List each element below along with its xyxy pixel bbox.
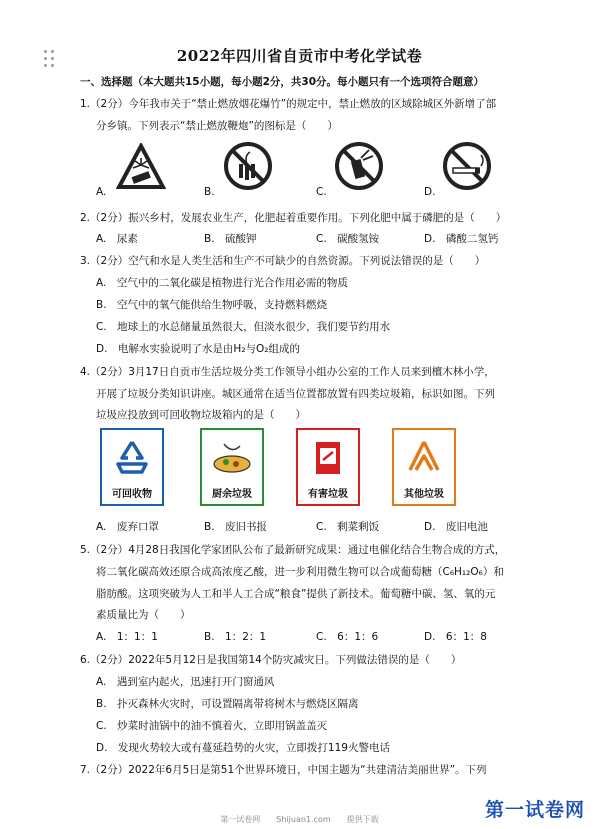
- q5-option-d[interactable]: D. 6：1：8: [424, 631, 487, 643]
- q4-option-c[interactable]: C. 剩菜剩饭: [316, 521, 380, 533]
- q3-option-a[interactable]: A. 空气中的二氧化碳是植物进行光合作用必需的物质: [96, 277, 348, 289]
- q5-option-b[interactable]: B. 1：2：1: [204, 631, 267, 643]
- q2-option-b[interactable]: B. 硫酸钾: [204, 233, 257, 245]
- q2-option-c[interactable]: C. 碳酸氢铵: [316, 233, 380, 245]
- other-waste-bin-sign: [392, 428, 456, 506]
- q4-option-b[interactable]: B. 废旧书报: [204, 521, 268, 533]
- q6-stem: 6.（2分）2022年5月12日是我国第14个防灾减灾日。下列做法错误的是（ ）: [80, 654, 462, 666]
- bin-label-other: 其他垃圾: [404, 489, 444, 500]
- q5-line4: 素质量比为（ ）: [96, 609, 191, 621]
- q1-line2: 分乡镇。下列表示“禁止燃放鞭炮”的图标是（ ）: [96, 120, 338, 132]
- recycle-icon: [102, 434, 162, 484]
- kitchen-waste-bin-sign: [200, 428, 264, 506]
- q6-option-c[interactable]: C. 炒菜时油锅中的油不慎着火，立即用锅盖盖灭: [96, 720, 328, 732]
- q1-option-a[interactable]: A.: [96, 186, 107, 198]
- q3-stem: 3.（2分）空气和水是人类生活和生产不可缺少的自然资源。下列说法错误的是（ ）: [80, 255, 486, 267]
- q1-option-d[interactable]: D.: [424, 186, 436, 198]
- hazardous-waste-bin-sign: [296, 428, 360, 506]
- q2-option-d[interactable]: D. 磷酸二氢钙: [424, 233, 499, 245]
- q3-option-b[interactable]: B. 空气中的氧气能供给生物呼吸，支持燃料燃烧: [96, 299, 328, 311]
- q5-option-c[interactable]: C. 6：1：6: [316, 631, 379, 643]
- q5-line3: 脂肪酸。这项突破为人工和半人工合成“粮食”提供了新技术。葡萄糖中碳、氢、氧的元: [96, 588, 496, 600]
- bin-label-hazardous: 有害垃圾: [308, 489, 348, 500]
- footer-text: 第一试卷网 Shijuan1.com 提供下载: [220, 815, 379, 824]
- q4-option-a[interactable]: A. 废弃口罩: [96, 521, 159, 533]
- no-smoking-icon: [441, 140, 493, 196]
- q3-option-d[interactable]: D. 电解水实验说明了水是由H₂与O₂组成的: [96, 343, 301, 355]
- q6-option-a[interactable]: A. 遇到室内起火，迅速打开门窗通风: [96, 676, 275, 688]
- q1-option-b[interactable]: B.: [204, 186, 215, 198]
- explosive-warning-icon: [116, 143, 166, 195]
- q6-option-d[interactable]: D. 发现火势较大或有蔓延趋势的火灾，立即拨打119火警电话: [96, 742, 390, 754]
- recyclable-bin-sign: [100, 428, 164, 506]
- q6-option-b[interactable]: B. 扑灭森林火灾时，可设置隔离带将树木与燃烧区隔离: [96, 698, 359, 710]
- hazardous-icon: [298, 434, 358, 484]
- q5-line1: 5.（2分）4月28日我国化学家团队公布了最新研究成果：通过电催化结合生物合成的方式，: [80, 544, 506, 556]
- food-scraps-icon: [202, 434, 262, 484]
- q1-line1: 1.（2分）今年我市关于“禁止燃放烟花爆竹”的规定中，禁止燃放的区域除城区外新增了部: [80, 98, 497, 110]
- brand-logo: 第一试卷网: [484, 799, 585, 821]
- q2-stem: 2.（2分）振兴乡村，发展农业生产，化肥起着重要作用。下列化肥中属于磷肥的是（ ）: [80, 212, 507, 224]
- q4-line3: 垃圾应投放到可回收物垃圾箱内的是（ ）: [96, 409, 306, 421]
- other-waste-icon: [394, 434, 454, 484]
- q4-option-d[interactable]: D. 废旧电池: [424, 521, 488, 533]
- q4-line2: 开展了垃圾分类知识讲座。城区通常在适当位置都放置有四类垃圾箱，标识如图。下列: [96, 388, 495, 400]
- q1-option-c[interactable]: C.: [316, 186, 327, 198]
- q5-line2: 将二氧化碳高效还原合成高浓度乙酸，进一步利用微生物可以合成葡萄糖（C₆H₁₂O₆）和: [96, 566, 504, 578]
- no-fireworks-icon: [333, 140, 385, 196]
- q7-stem: 7.（2分）2022年6月5日是第51个世界环境日，中国主题为“共建清洁美丽世界”。下列: [80, 764, 487, 776]
- q3-option-c[interactable]: C. 地球上的水总储量虽然很大，但淡水很少，我们要节约用水: [96, 321, 391, 333]
- page-title: 2022年四川省自贡市中考化学试卷: [176, 47, 423, 65]
- bin-label-kitchen: 厨余垃圾: [212, 489, 252, 500]
- q2-option-a[interactable]: A. 尿素: [96, 233, 138, 245]
- q4-line1: 4.（2分）3月17日自贡市生活垃圾分类工作领导小组办公室的工作人员来到檀木林小学，: [80, 366, 495, 378]
- bin-label-recyclable: 可回收物: [112, 489, 152, 500]
- no-firecrackers-icon: [222, 140, 274, 196]
- q5-option-a[interactable]: A. 1：1：1: [96, 631, 158, 643]
- section-heading: 一、选择题（本大题共15小题，每小题2分，共30分。每小题只有一个选项符合题意）: [80, 76, 485, 88]
